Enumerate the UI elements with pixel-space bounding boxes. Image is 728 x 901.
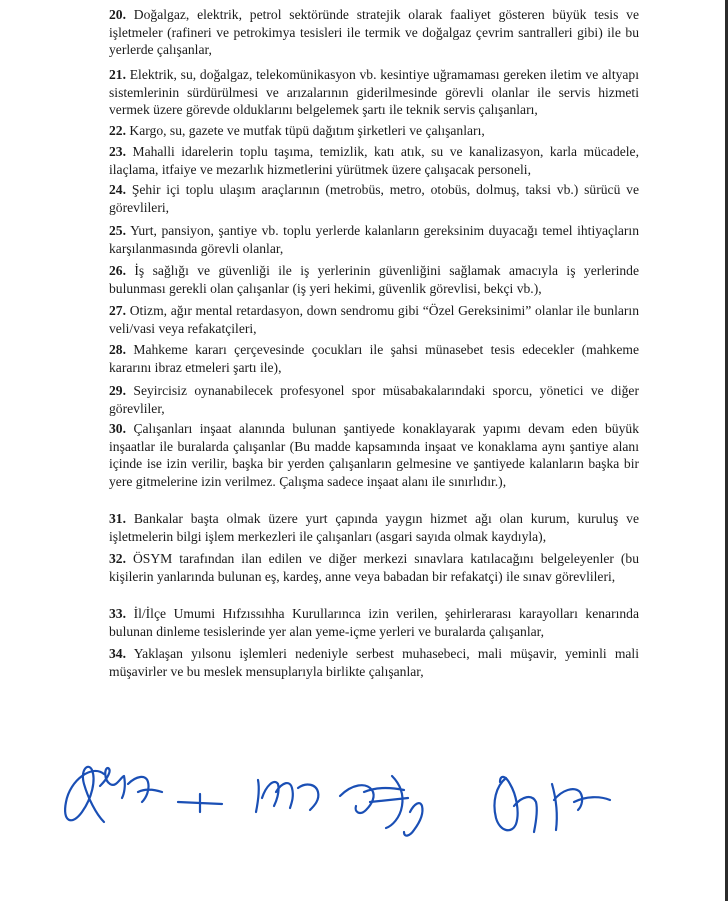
list-item-20: 20. Doğalgaz, elektrik, petrol sektöründe stratejik olarak faaliyet gösteren büyük tesis ve işletmeler (rafineri ve petrokimya tesisleri ile termik ve doğalgaz çevrim santralleri gibi) ile bu yerlerde çalışanlar,: [109, 7, 639, 58]
list-item-29: 29. Seyircisiz oynanabilecek profesyonel spor müsabakalarındaki sporcu, yönetici ve diğer görevliler,: [109, 383, 639, 416]
list-item-26: 26. İş sağlığı ve güvenliği ile iş yerlerinin güvenliğini sağlamak amacıyla iş yerlerinde bulunması gerekli olan çalışanlar (iş yeri hekimi, güvenlik görevlisi, bekçi vb.),: [109, 263, 639, 296]
list-item-22: 22. Kargo, su, gazete ve mutfak tüpü dağıtım şirketleri ve çalışanları,: [109, 123, 485, 138]
list-item-28: 28. Mahkeme kararı çerçevesinde çocukları ile şahsi münasebet tesis edecekler (mahkeme kararını ibraz etmeleri şartı ile),: [109, 342, 639, 375]
list-item-27: 27. Otizm, ağır mental retardasyon, down sendromu gibi “Özel Gereksinimi” olanlar ile bunların veli/vasi veya refakatçileri,: [109, 303, 639, 336]
list-item-23: 23. Mahalli idarelerin toplu taşıma, temizlik, katı atık, su ve kanalizasyon, karla mücadele, ilaçlama, itfaiye ve mezarlık hizmetlerini yürütmek üzere çalışacak personeli,: [109, 144, 639, 177]
list-item-21: 21. Elektrik, su, doğalgaz, telekomünikasyon vb. kesintiye uğramaması gereken iletim ve altyapı sistemlerinin sürdürülmesi ve arızalarının giderilmesinde görevli olanlar ile servis hizmeti vermek üzere görevde olduklarını belgelemek şartı ile teknik servis çalışanları,: [109, 67, 639, 118]
list-item-31: 31. Bankalar başta olmak üzere yurt çapında yaygın hizmet ağı olan kurum, kuruluş ve işletmelerin bilgi işlem merkezleri ile çalışanları (asgari sayıda olmak kaydıyla),: [109, 511, 639, 544]
list-item-24: 24. Şehir içi toplu ulaşım araçlarının (metrobüs, metro, otobüs, dolmuş, taksi vb.) sürücü ve görevlileri,: [109, 182, 639, 215]
signature-4: [340, 776, 423, 836]
list-item-32: 32. ÖSYM tarafından ilan edilen ve diğer merkezi sınavlara katılacağını belgeleyenler (bu kişilerin yanlarında bulunan eş, kardeş, anne veya babadan bir refakatçi) ile sınav görevlileri,: [109, 551, 639, 584]
list-item-34: 34. Yaklaşan yılsonu işlemleri nedeniyle serbest muhasebeci, mali müşavir, yeminli mali müşavirler ve bu meslek mensuplarıyla birlikte çalışanlar,: [109, 646, 639, 679]
list-item-25: 25. Yurt, pansiyon, şantiye vb. toplu yerlerde kalanların gereksinim duyacağı temel ihtiyaçların karşılanmasında görevli olanlar,: [109, 223, 639, 256]
list-item-33: 33. İl/İlçe Umumi Hıfzıssıhha Kurullarınca izin verilen, şehirlerarası karayolları kenarında bulunan dinleme tesislerinde yer alan yeme-içme yerleri ve buralarda çalışanlar,: [109, 606, 639, 639]
list-item-30: 30. Çalışanları inşaat alanında bulunan şantiyede konaklayarak yapımı devam eden büyük inşaatlar ile buralarda çalışanlar (Bu madde kapsamında inşaat ve konaklama aynı şantiye alanı içinde ise izin verilir, başka bir yerden çalışanların gelmesine ve şantiyede kalanların başka bir yere gitmelerine izin verilmez. Çalışma sadece inşaat alanı ile sınırlıdır.),: [109, 421, 639, 489]
signatures-area: [0, 740, 728, 870]
signature-5: [494, 777, 610, 832]
signature-1: [65, 767, 162, 822]
signature-3: [256, 780, 318, 812]
signature-2: [178, 794, 222, 812]
